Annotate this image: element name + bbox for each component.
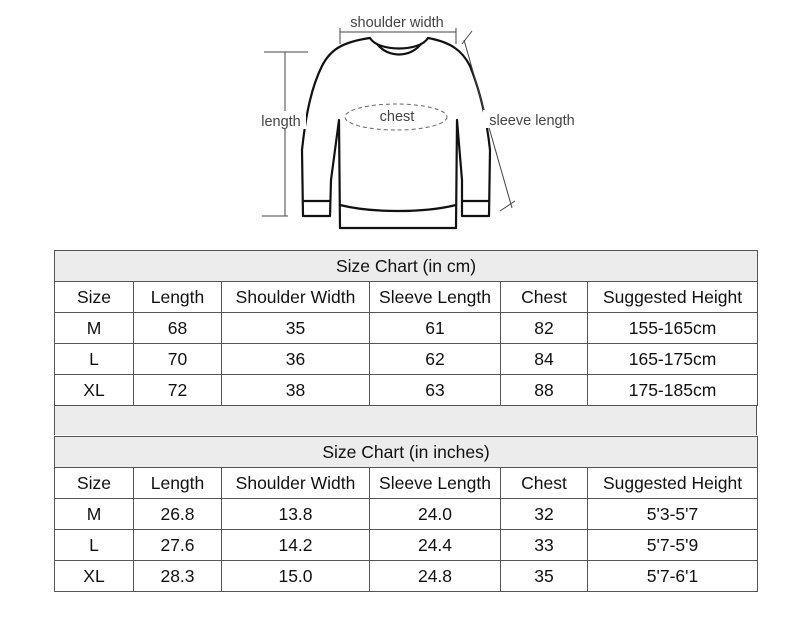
table-cell: M (55, 313, 134, 344)
table-cell: 165-175cm (588, 344, 758, 375)
column-header: Shoulder Width (222, 468, 370, 499)
sweater-measurement-diagram (0, 0, 800, 240)
column-header: Shoulder Width (222, 282, 370, 313)
column-header: Sleeve Length (370, 282, 501, 313)
column-header: Length (134, 282, 222, 313)
length-label: length (261, 114, 301, 130)
table-cell: M (55, 499, 134, 530)
table-cell: 61 (370, 313, 501, 344)
table-cell: 14.2 (222, 530, 370, 561)
size-chart-inches (54, 436, 758, 592)
table-row (55, 499, 758, 530)
table-separator (54, 406, 757, 435)
table-cell: 63 (370, 375, 501, 406)
table-cell: XL (55, 375, 134, 406)
table-cell: 32 (501, 499, 588, 530)
table-row (55, 375, 758, 406)
table-title: Size Chart (in inches) (55, 437, 758, 468)
table-row (55, 313, 758, 344)
table-row (55, 561, 758, 592)
table-cell: 33 (501, 530, 588, 561)
table-cell: L (55, 530, 134, 561)
table-cell: 36 (222, 344, 370, 375)
table-cell: 5'3-5'7 (588, 499, 758, 530)
table-row (55, 344, 758, 375)
table-row (55, 530, 758, 561)
table-cell: 5'7-5'9 (588, 530, 758, 561)
column-header: Size (55, 282, 134, 313)
sweater-outline (302, 38, 490, 228)
column-header: Size (55, 468, 134, 499)
table-cell: L (55, 344, 134, 375)
table-title: Size Chart (in cm) (55, 251, 758, 282)
table-cell: 62 (370, 344, 501, 375)
sleeve-length-label: sleeve length (489, 113, 575, 129)
chest-label: chest (379, 109, 415, 125)
table-cell: 5'7-6'1 (588, 561, 758, 592)
table-cell: 24.0 (370, 499, 501, 530)
table-title-row (55, 251, 758, 282)
table-cell: 155-165cm (588, 313, 758, 344)
table-cell: 15.0 (222, 561, 370, 592)
column-header: Suggested Height (588, 468, 758, 499)
table-cell: 175-185cm (588, 375, 758, 406)
table-cell: 35 (222, 313, 370, 344)
table-cell: 84 (501, 344, 588, 375)
column-header: Chest (501, 282, 588, 313)
table-cell: 38 (222, 375, 370, 406)
column-header: Suggested Height (588, 282, 758, 313)
shoulder-width-label: shoulder width (350, 15, 444, 31)
table-header-row (55, 282, 758, 313)
table-title-row (55, 437, 758, 468)
table-cell: 82 (501, 313, 588, 344)
column-header: Sleeve Length (370, 468, 501, 499)
table-cell: 35 (501, 561, 588, 592)
column-header: Chest (501, 468, 588, 499)
table-cell: 13.8 (222, 499, 370, 530)
column-header: Length (134, 468, 222, 499)
table-cell: 26.8 (134, 499, 222, 530)
table-cell: 24.8 (370, 561, 501, 592)
table-cell: 72 (134, 375, 222, 406)
size-chart-cm (54, 250, 758, 406)
table-cell: 24.4 (370, 530, 501, 561)
table-cell: 88 (501, 375, 588, 406)
table-cell: 27.6 (134, 530, 222, 561)
table-cell: 70 (134, 344, 222, 375)
table-cell: 68 (134, 313, 222, 344)
table-header-row (55, 468, 758, 499)
table-cell: 28.3 (134, 561, 222, 592)
hem-line (340, 205, 456, 211)
table-cell: XL (55, 561, 134, 592)
